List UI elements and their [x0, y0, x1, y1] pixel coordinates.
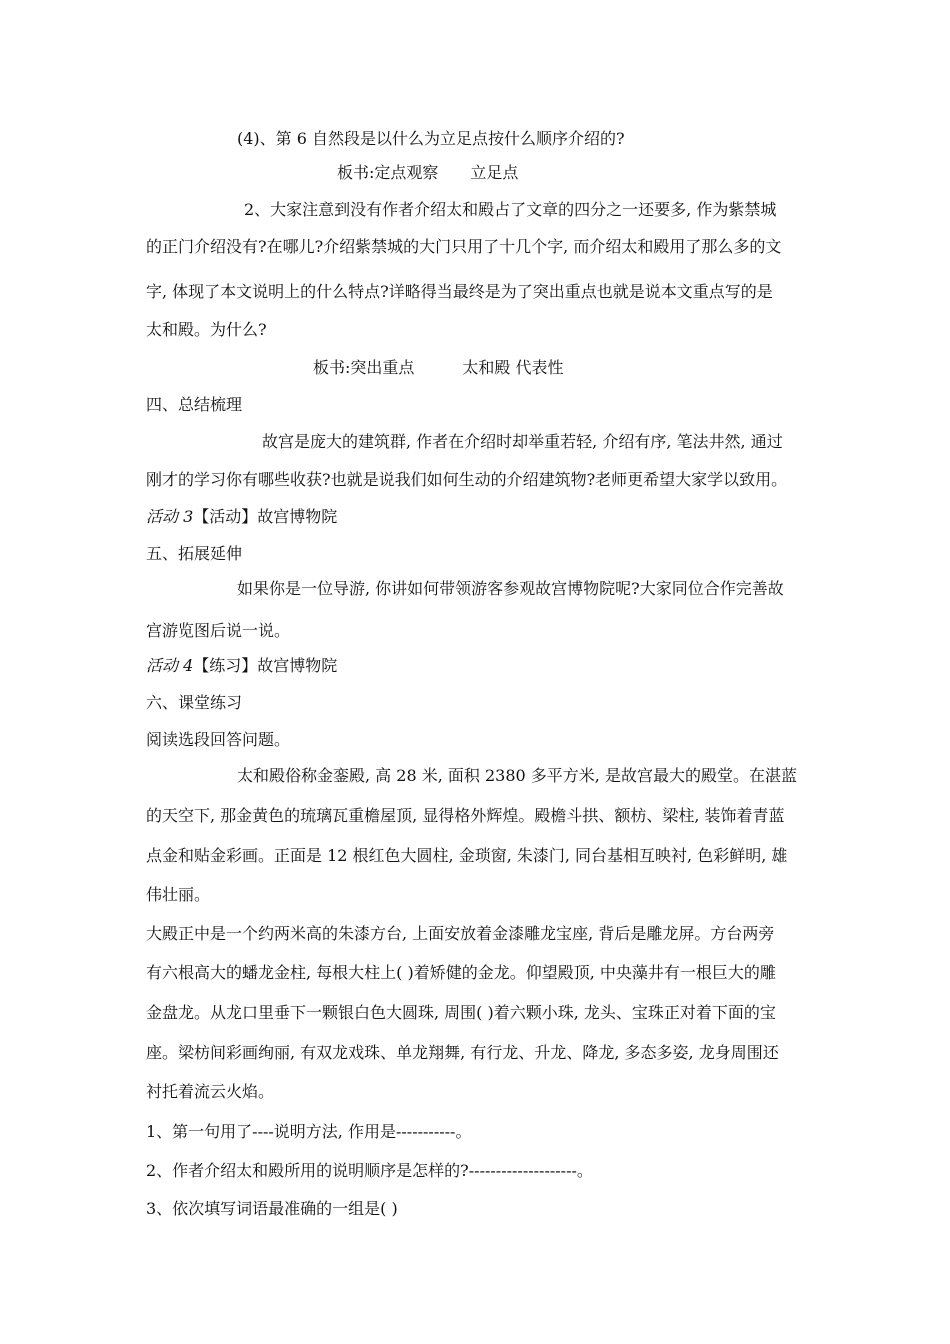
paragraph-2-line-4: 太和殿。为什么? — [146, 320, 267, 339]
blackboard-note-1: 板书:定点观察 立足点 — [337, 163, 519, 182]
question-4: (4)、第 6 自然段是以什么为立足点按什么顺序介绍的? — [237, 129, 625, 148]
extension-line-2: 宫游览图后说一说。 — [146, 621, 291, 640]
activity-3-label: 活动 3 — [146, 507, 194, 526]
passage-line-2: 的天空下, 那金黄色的琉璃瓦重檐屋顶, 显得格外辉煌。殿檐斗拱、额枋、梁柱, 装饰着青蓝 — [146, 806, 785, 825]
section-5-heading: 五、拓展延伸 — [146, 544, 243, 563]
passage-line-4: 伟壮丽。 — [146, 885, 211, 904]
paragraph-2-line-1: 2、大家注意到没有作者介绍太和殿占了文章的四分之一还要多, 作为紫禁城 — [244, 200, 777, 219]
exercise-question-3: 3、依次填写词语最准确的一组是( ) — [146, 1199, 398, 1218]
activity-3-title: 【活动】故宫博物院 — [193, 507, 338, 526]
passage-line-8: 座。梁枋间彩画绚丽, 有双龙戏珠、单龙翔舞, 有行龙、升龙、降龙, 多态多姿, 龙身周围还 — [146, 1043, 779, 1062]
passage-line-9: 衬托着流云火焰。 — [146, 1082, 275, 1101]
reading-instruction: 阅读选段回答问题。 — [146, 730, 291, 749]
exercise-question-1: 1、第一句用了----说明方法, 作用是-----------。 — [146, 1122, 472, 1141]
passage-line-3: 点金和贴金彩画。正面是 12 根红色大圆柱, 金琐窗, 朱漆门, 同台基相互映衬, 色彩鲜明, 雄 — [146, 846, 788, 865]
activity-4-label: 活动 4 — [146, 656, 194, 675]
activity-4-title: 【练习】故宫博物院 — [193, 656, 338, 675]
exercise-question-2: 2、作者介绍太和殿所用的说明顺序是怎样的?--------------------。 — [146, 1161, 593, 1180]
passage-line-1: 太和殿俗称金銮殿, 高 28 米, 面积 2380 多平方米, 是故宫最大的殿堂。在湛蓝 — [237, 766, 797, 785]
passage-line-6: 有六根高大的蟠龙金柱, 每根大柱上( )着矫健的金龙。仰望殿顶, 中央藻井有一根巨大的雕 — [146, 963, 776, 982]
passage-line-5: 大殿正中是一个约两米高的朱漆方台, 上面安放着金漆雕龙宝座, 背后是雕龙屏。方台两旁 — [146, 924, 775, 943]
activity-3-line — [146, 507, 337, 527]
section-6-heading: 六、课堂练习 — [146, 693, 243, 712]
paragraph-2-line-2: 的正门介绍没有?在哪儿?介绍紫禁城的大门只用了十几个字, 而介绍太和殿用了那么多的文 — [146, 237, 782, 256]
activity-4-line — [146, 656, 337, 676]
summary-line-2: 刚才的学习你有哪些收获?也就是说我们如何生动的介绍建筑物?老师更希望大家学以致用。 — [146, 470, 788, 489]
summary-line-1: 故宫是庞大的建筑群, 作者在介绍时却举重若轻, 介绍有序, 笔法井然, 通过 — [262, 432, 783, 451]
section-4-heading: 四、总结梳理 — [146, 395, 243, 414]
blackboard-note-2: 板书:突出重点 太和殿 代表性 — [313, 358, 564, 377]
extension-line-1: 如果你是一位导游, 你讲如何带领游客参观故宫博物院呢?大家同位合作完善故 — [237, 579, 784, 598]
paragraph-2-line-3: 字, 体现了本文说明上的什么特点?详略得当最终是为了突出重点也就是说本文重点写的是 — [146, 282, 773, 301]
passage-line-7: 金盘龙。从龙口里垂下一颗银白色大圆珠, 周围( )着六颗小珠, 龙头、宝珠正对着下面的宝 — [146, 1003, 776, 1022]
